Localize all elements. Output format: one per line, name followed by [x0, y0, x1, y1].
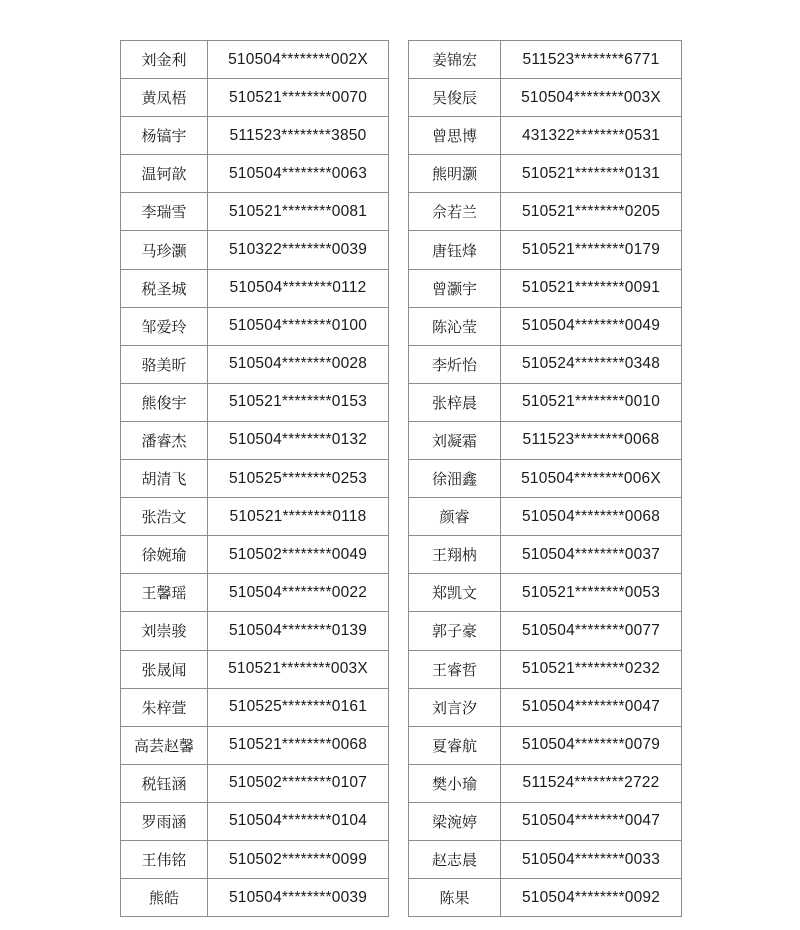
masked-id-number-cell: 510504********0022: [208, 574, 389, 612]
table-row: [121, 536, 389, 574]
table-row: [409, 421, 682, 459]
masked-id-number-cell: 510504********002X: [208, 41, 389, 79]
person-name-cell: 曾灏宇: [409, 269, 501, 307]
table-row: [409, 307, 682, 345]
table-row: [121, 79, 389, 117]
table-row: [409, 840, 682, 878]
masked-id-number-cell: 510521********0205: [501, 193, 682, 231]
table-row: [121, 764, 389, 802]
person-name-cell: 张浩文: [121, 498, 208, 536]
table-row: [121, 345, 389, 383]
masked-id-number-cell: 510504********0139: [208, 612, 389, 650]
person-name-cell: 刘凝霜: [409, 421, 501, 459]
person-name-cell: 徐沺鑫: [409, 460, 501, 498]
masked-id-number-cell: 510504********0063: [208, 155, 389, 193]
masked-id-number-cell: 510504********0033: [501, 840, 682, 878]
table-row: [409, 688, 682, 726]
masked-id-number-cell: 510502********0107: [208, 764, 389, 802]
person-name-cell: 姜锦宏: [409, 41, 501, 79]
masked-id-number-cell: 510502********0099: [208, 840, 389, 878]
masked-id-number-cell: 431322********0531: [501, 117, 682, 155]
person-name-cell: 王伟铭: [121, 840, 208, 878]
table-row: [121, 41, 389, 79]
table-row: [121, 117, 389, 155]
person-name-cell: 张梓晨: [409, 383, 501, 421]
person-name-cell: 熊明灏: [409, 155, 501, 193]
masked-id-number-cell: 510521********0053: [501, 574, 682, 612]
table-row: [121, 383, 389, 421]
person-name-cell: 李炘怡: [409, 345, 501, 383]
table-row: [409, 383, 682, 421]
masked-id-number-cell: 510504********0037: [501, 536, 682, 574]
table-row: [121, 802, 389, 840]
masked-id-number-cell: 510521********0070: [208, 79, 389, 117]
person-name-cell: 熊俊宇: [121, 383, 208, 421]
masked-id-number-cell: 510521********0081: [208, 193, 389, 231]
table-row: [409, 574, 682, 612]
person-name-cell: 邹爱玲: [121, 307, 208, 345]
table-row: [409, 269, 682, 307]
table-row: [409, 879, 682, 917]
table-row: [409, 345, 682, 383]
masked-id-number-cell: 510504********0092: [501, 879, 682, 917]
table-row: [409, 726, 682, 764]
masked-id-number-cell: 511523********3850: [208, 117, 389, 155]
person-name-cell: 陈果: [409, 879, 501, 917]
table-row: [409, 117, 682, 155]
person-name-cell: 颜睿: [409, 498, 501, 536]
person-name-cell: 刘金利: [121, 41, 208, 79]
masked-id-number-cell: 510524********0348: [501, 345, 682, 383]
table-body-left: [121, 41, 389, 917]
masked-id-number-cell: 510504********0104: [208, 802, 389, 840]
person-name-cell: 夏睿航: [409, 726, 501, 764]
masked-id-number-cell: 510504********0132: [208, 421, 389, 459]
table-row: [409, 536, 682, 574]
masked-id-number-cell: 510322********0039: [208, 231, 389, 269]
person-name-cell: 杨镐宇: [121, 117, 208, 155]
person-name-cell: 陈沁莹: [409, 307, 501, 345]
masked-id-number-cell: 510504********0077: [501, 612, 682, 650]
masked-id-number-cell: 510504********0068: [501, 498, 682, 536]
table-row: [409, 498, 682, 536]
table-row: [121, 231, 389, 269]
person-name-cell: 潘睿杰: [121, 421, 208, 459]
person-name-cell: 佘若兰: [409, 193, 501, 231]
person-name-cell: 罗雨涵: [121, 802, 208, 840]
table-row: [409, 460, 682, 498]
table-row: [121, 269, 389, 307]
person-name-cell: 高芸赵馨: [121, 726, 208, 764]
masked-id-number-cell: 511523********6771: [501, 41, 682, 79]
person-name-cell: 朱梓萱: [121, 688, 208, 726]
person-name-cell: 税圣城: [121, 269, 208, 307]
masked-id-number-cell: 510521********003X: [208, 650, 389, 688]
person-name-cell: 熊皓: [121, 879, 208, 917]
masked-id-number-cell: 510521********0179: [501, 231, 682, 269]
table-row: [121, 879, 389, 917]
table-row: [409, 193, 682, 231]
table-row: [121, 840, 389, 878]
person-name-cell: 马珍灏: [121, 231, 208, 269]
masked-id-number-cell: 510521********0091: [501, 269, 682, 307]
person-name-cell: 樊小瑜: [409, 764, 501, 802]
person-name-cell: 王睿哲: [409, 650, 501, 688]
table-row: [121, 726, 389, 764]
table-row: [121, 688, 389, 726]
person-name-cell: 王馨瑶: [121, 574, 208, 612]
masked-id-number-cell: 510504********0047: [501, 688, 682, 726]
masked-id-number-cell: 510504********003X: [501, 79, 682, 117]
table-row: [409, 764, 682, 802]
table-row: [121, 421, 389, 459]
table-body-right: [409, 41, 682, 917]
masked-id-number-cell: 510504********0039: [208, 879, 389, 917]
masked-id-number-cell: 510521********0068: [208, 726, 389, 764]
masked-id-number-cell: 510504********0100: [208, 307, 389, 345]
masked-id-number-cell: 510504********0028: [208, 345, 389, 383]
person-name-cell: 郑凯文: [409, 574, 501, 612]
person-name-cell: 骆美昕: [121, 345, 208, 383]
person-name-cell: 黄凤梧: [121, 79, 208, 117]
person-name-cell: 胡清飞: [121, 460, 208, 498]
person-name-cell: 赵志晨: [409, 840, 501, 878]
table-row: [121, 612, 389, 650]
name-id-table-left: [120, 40, 389, 917]
masked-id-number-cell: 510521********0131: [501, 155, 682, 193]
person-name-cell: 税钰涵: [121, 764, 208, 802]
person-name-cell: 刘崇骏: [121, 612, 208, 650]
table-row: [121, 193, 389, 231]
masked-id-number-cell: 511523********0068: [501, 421, 682, 459]
table-row: [409, 231, 682, 269]
table-row: [121, 498, 389, 536]
masked-id-number-cell: 510504********0047: [501, 802, 682, 840]
masked-id-number-cell: 510525********0161: [208, 688, 389, 726]
masked-id-number-cell: 510504********0049: [501, 307, 682, 345]
table-row: [121, 650, 389, 688]
table-row: [409, 612, 682, 650]
masked-id-number-cell: 510502********0049: [208, 536, 389, 574]
table-row: [121, 460, 389, 498]
person-name-cell: 李瑞雪: [121, 193, 208, 231]
person-name-cell: 吴俊辰: [409, 79, 501, 117]
masked-id-number-cell: 510504********0079: [501, 726, 682, 764]
table-row: [121, 307, 389, 345]
table-row: [409, 650, 682, 688]
table-row: [409, 155, 682, 193]
table-row: [409, 41, 682, 79]
name-id-table-right: [408, 40, 682, 917]
person-name-cell: 刘言汐: [409, 688, 501, 726]
person-name-cell: 唐钰烽: [409, 231, 501, 269]
masked-id-number-cell: 510521********0010: [501, 383, 682, 421]
person-name-cell: 梁涴婷: [409, 802, 501, 840]
person-name-cell: 曾思博: [409, 117, 501, 155]
person-name-cell: 王翔枘: [409, 536, 501, 574]
table-row: [121, 574, 389, 612]
masked-id-number-cell: 511524********2722: [501, 764, 682, 802]
person-name-cell: 徐婉瑜: [121, 536, 208, 574]
table-row: [121, 155, 389, 193]
masked-id-number-cell: 510504********006X: [501, 460, 682, 498]
person-name-cell: 温钶歆: [121, 155, 208, 193]
table-row: [409, 79, 682, 117]
masked-id-number-cell: 510504********0112: [208, 269, 389, 307]
masked-id-number-cell: 510521********0232: [501, 650, 682, 688]
masked-id-number-cell: 510521********0118: [208, 498, 389, 536]
masked-id-number-cell: 510521********0153: [208, 383, 389, 421]
table-row: [409, 802, 682, 840]
person-name-cell: 郭子豪: [409, 612, 501, 650]
masked-id-number-cell: 510525********0253: [208, 460, 389, 498]
person-name-cell: 张晟闻: [121, 650, 208, 688]
